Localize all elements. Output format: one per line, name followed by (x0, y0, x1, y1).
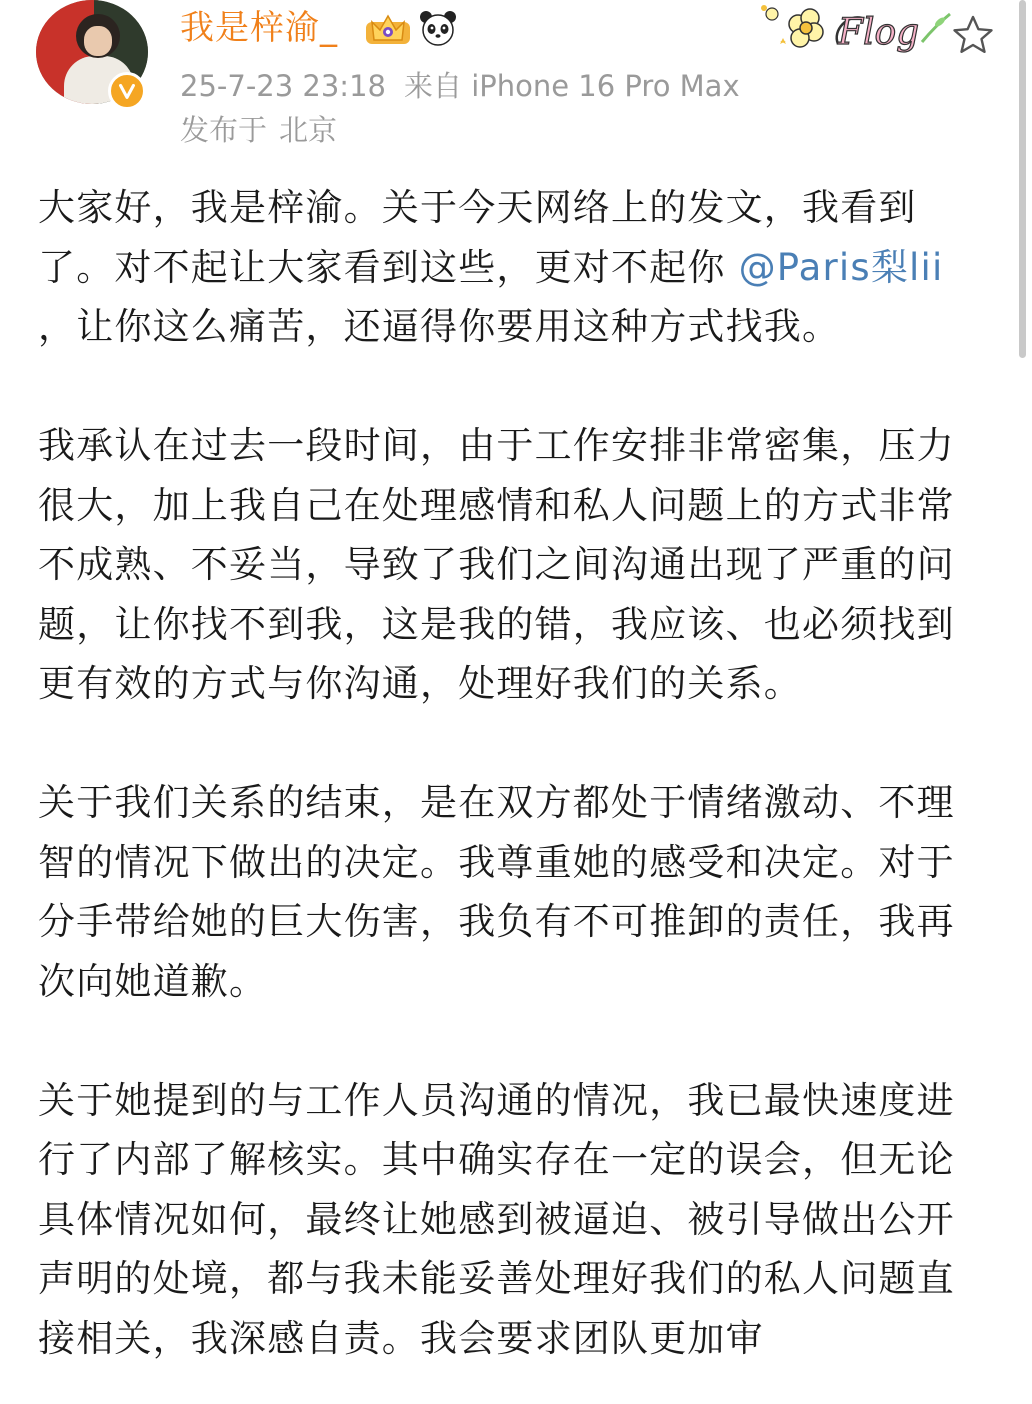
post-paragraph-1 (38, 178, 978, 357)
avatar-face (84, 26, 112, 56)
post-paragraph-3: 关于我们关系的结束，是在双方都处于情绪激动、不理智的情况下做出的决定。我尊重她的感受和决定。对于分手带给她的巨大伤害，我负有不可推卸的责任，我再次向她道歉。 (38, 781, 955, 1003)
paragraph-1-text-before: 大家好，我是梓渝。关于今天网络上的发文，我看到了。对不起让大家看到这些，更对不起你 (38, 186, 917, 289)
post-paragraph-4: 关于她提到的与工作人员沟通的情况，我已最快速度进行了内部了解核实。其中确实存在一定的误会，但无论具体情况如何，最终让她感到被逼迫、被引导做出公开声明的处境，都与我未能妥善处理好我们的私人问题直接相关，我深感自责。我会要求团队更加审 (38, 1078, 955, 1360)
crown-icon (364, 10, 412, 48)
post-body (38, 178, 978, 1368)
post-date: 25-7-23 23:18 (180, 69, 386, 103)
flog-sticker-text: Flog (838, 12, 920, 53)
star-icon[interactable] (950, 12, 996, 58)
paragraph-1-text-after: ，让你这么痛苦，还逼得你要用这种方式找我。 (38, 305, 841, 348)
location-name: 北京 (279, 113, 338, 147)
location-prefix: 发布于 (180, 113, 268, 147)
post-meta (180, 66, 740, 106)
verified-v-icon (116, 80, 138, 102)
post-paragraph-2: 我承认在过去一段时间，由于工作安排非常密集，压力很大，加上我自己在处理感情和私人问题上的方式非常不成熟、不妥当，导致了我们之间沟通出现了严重的问题，让你找不到我，这是我的错，我应该、也必须找到更有效的方式与你沟通，处理好我们的关系。 (38, 424, 955, 705)
post-location (180, 110, 337, 150)
flower-icon (761, 5, 823, 47)
flog-text (837, 12, 950, 53)
post-source: 来自 iPhone 16 Pro Max (403, 69, 740, 103)
scrollbar[interactable] (1019, 0, 1026, 358)
author-name[interactable]: 我是梓渝_ (180, 8, 338, 48)
verified-badge-icon (108, 72, 146, 110)
panda-icon (418, 8, 458, 48)
flog-sticker (752, 0, 952, 60)
mention-link[interactable]: @Paris梨lii (738, 245, 944, 289)
